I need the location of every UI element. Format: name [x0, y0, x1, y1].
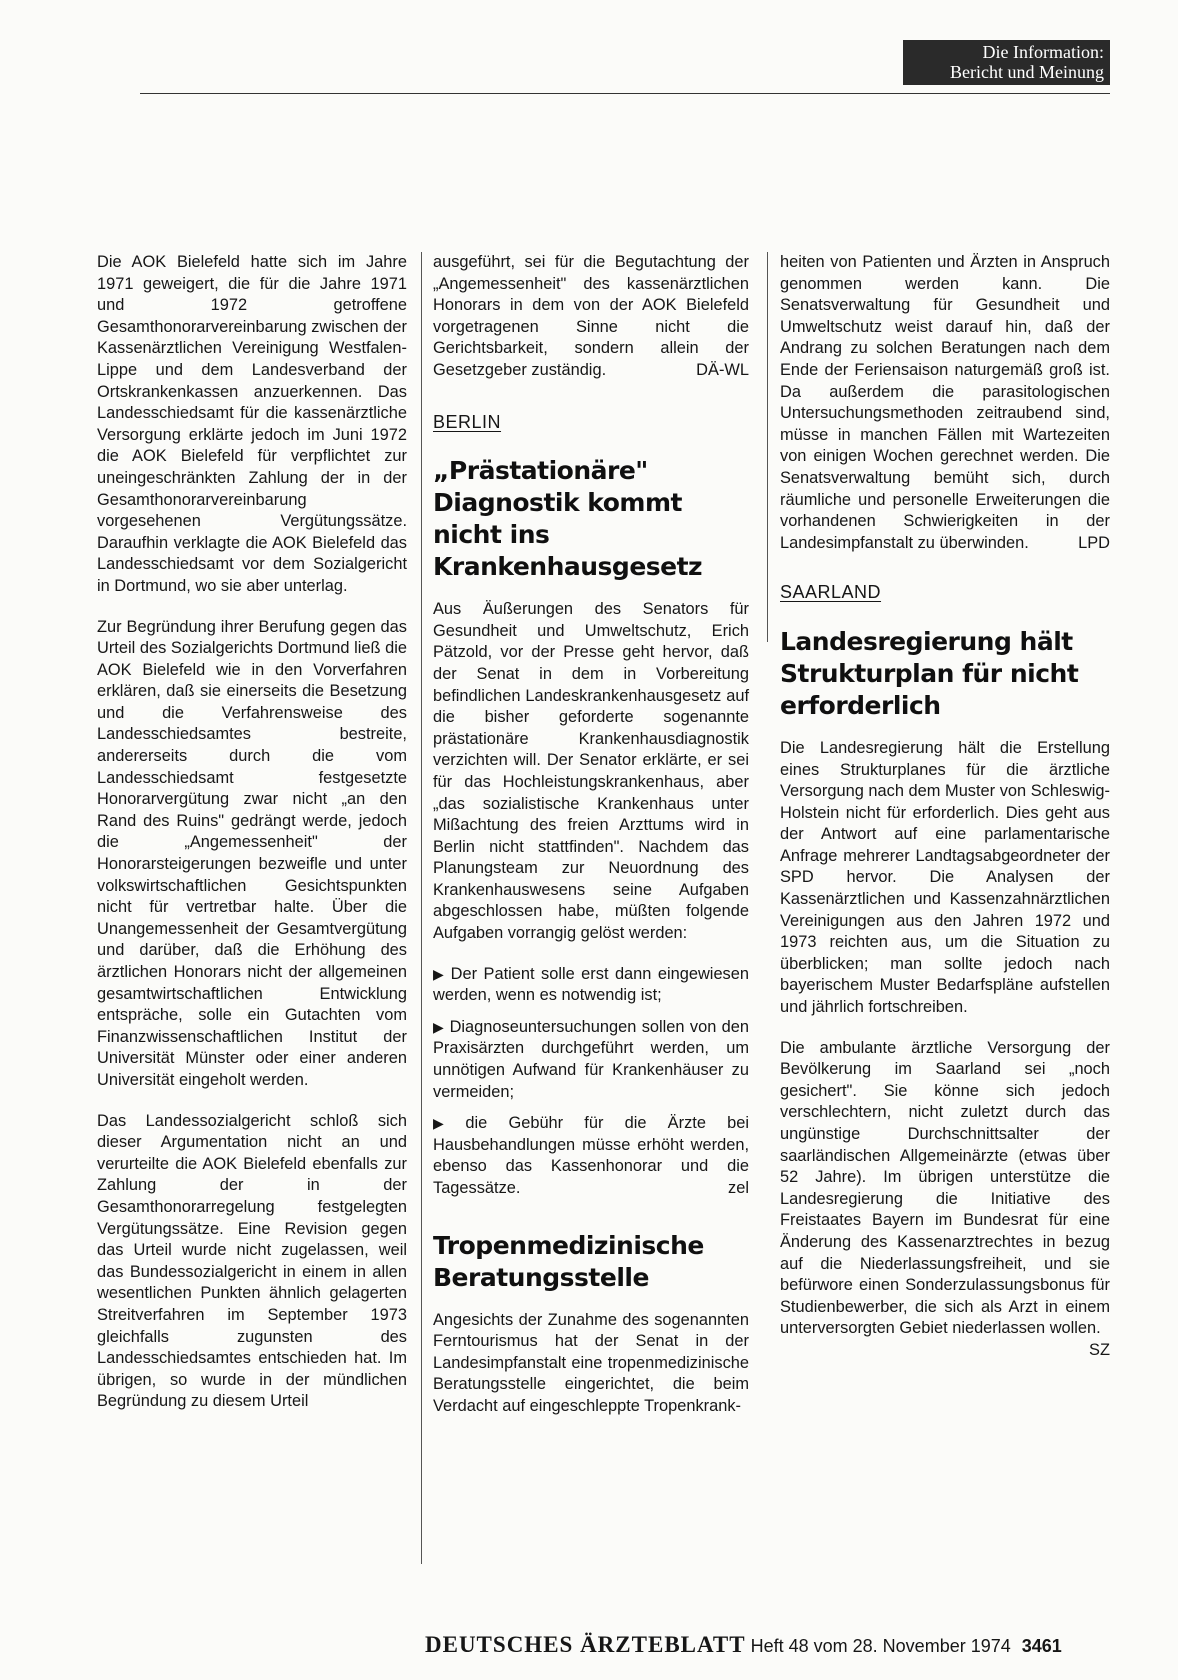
page-footer	[425, 1632, 1125, 1658]
issue-info: Heft 48 vom 28. November 1974	[750, 1636, 1011, 1656]
article-headline: Tropenmedizinische Beratungsstelle	[433, 1230, 704, 1292]
bullet-text: Der Patient solle erst dann eingewiesen werden, wenn es notwendig ist;	[433, 964, 749, 1005]
paragraph: Aus Äußerungen des Senators für Gesundheit und Umweltschutz, Erich Pätzold, vor der Presse geht hervor, daß der Senat in dem in Vorbereitung befindlichen Landeskrankenhausgesetz auf die bisher geforderte sogenannte prästationäre Krankenhausdiagnostik verzichten will. Der Senator erklärte, er sei für das Hochleistungskrankenhaus, aber „das sozialistische Krankenhaus unter Mißachtung des freien Arzttums wird in Berlin nicht stattfinden". Nachdem das Planungsteam zur Neuordnung des Krankenhauswesens seine Aufgaben abgeschlossen habe, müßten folgende Aufgaben vorrangig gelöst werden:	[433, 600, 749, 943]
triangle-bullet-icon: ▶	[433, 1115, 461, 1132]
bullet-text: die Gebühr für die Ärzte bei Hausbehandlungen müsse erhöht werden, ebenso das Kassenhonorar und die Tagessätze.	[433, 1114, 749, 1197]
author-signature: SZ	[1089, 1340, 1110, 1359]
bullet-item	[433, 1113, 749, 1199]
paragraph-text: Die ambulante ärztliche Versorgung der Bevölkerung im Saarland sei „noch gesichert". Sie könne sich jedoch verschlechtern, nicht zuletzt durch das ungünstige Durchschnittsalter der saarländischen Allgemeinärzte (etwas über 52 Jahre). Im übrigen unterstütze die Landesregierung die Initiative des Freistaates Bayern im Bundesrat für eine Änderung des Kassenarztrechtes in bezug auf die Niederlassungsfreiheit, und sie befürwore einen Sonderzulassungsbonus für Studienbewerber, die sich als Arzt in einem unterversorgten Gebiet niederlassen wollen.	[780, 1038, 1110, 1338]
triangle-bullet-icon: ▶	[433, 965, 446, 982]
column-2	[433, 252, 749, 1437]
author-signature: LPD	[1078, 533, 1110, 552]
paragraph: Zur Begründung ihrer Berufung gegen das Urteil des Sozialgerichts Dortmund ließ die AOK Bielefeld wie in den Vorverfahren erklären, daß sie einerseits die Besetzung und die Verfahrensweise des Landesschiedsamtes bestreite, andererseits durch die vom Landesschiedsamt festgesetzte Honorarvergütung zwar nicht „an den Rand des Ruins" gedrängt werde, jedoch die „Angemessenheit" der Honorarsteigerungen bezweifle und unter volkswirtschaftlichen Gesichtspunkten nicht für vertretbar halte. Über die Unangemessenheit der Gesamtvergütung und darüber, daß die Erhöhung des ärztlichen Honorars nicht der allgemeinen gesamtwirtschaftlichen Entwicklung entspräche, solle ein Gutachten vom Finanzwissenschaftlichen Institut der Universität Münster oder einer anderen Universität eingeholt werden.	[97, 617, 407, 1089]
paragraph	[433, 252, 749, 382]
column-divider	[767, 252, 768, 642]
section-tag-saarland: SAARLAND	[780, 582, 882, 603]
section-tag-berlin: BERLIN	[433, 411, 502, 432]
column-1	[97, 252, 407, 1432]
bullet-text: Diagnoseuntersuchungen sollen von den Praxisärzten durchgeführt werden, um unnötigen Aufwand für Krankenhäuser zu vermeiden;	[433, 1017, 749, 1101]
author-signature: zel	[728, 1179, 749, 1197]
column-divider	[421, 252, 422, 1564]
author-signature: DÄ-WL	[696, 360, 749, 379]
publication-name: DEUTSCHES ÄRZTEBLATT	[425, 1632, 746, 1657]
bullet-item	[433, 964, 749, 1007]
triangle-bullet-icon: ▶	[433, 1018, 445, 1035]
paragraph: Die AOK Bielefeld hatte sich im Jahre 1971 geweigert, die für die Jahre 1971 und 1972 getroffene Gesamthonorarvereinbarung zwischen der Kassenärztlichen Vereinigung Westfalen-Lippe und dem Landesverband der Ortskrankenkassen anzuerkennen. Das Landesschiedsamt für die kassenärztliche Versorgung erklärte jedoch im Juni 1972 die AOK Bielefeld für verpflichtet zur uneingeschränkten Zahlung der in der Gesamthonorarvereinbarung vorgesehenen Vergütungssätze. Daraufhin verklagte die AOK Bielefeld das Landesschiedsamt vor dem Sozialgericht in Dortmund, wo sie aber unterlag.	[97, 253, 407, 595]
page-number: 3461	[1021, 1636, 1062, 1656]
paragraph	[780, 1038, 1110, 1359]
paragraph-text: ausgeführt, sei für die Begutachtung der „Angemessenheit" des kassenärztlichen Honorars in dem von der AOK Bielefeld vorgetragenen Sinne nicht die Gerichtsbarkeit, sondern allein der Gesetzgeber zuständig.	[433, 253, 749, 379]
paragraph: Die Landesregierung hält die Erstellung eines Strukturplanes für die ärztliche Versorgung nach dem Muster von Schleswig-Holstein nicht für erforderlich. Dies geht aus der Antwort auf eine parlamentarische Anfrage mehrerer Landtagsabgeordneter der SPD hervor. Die Analysen der Kassenärztlichen und Kassenzahnärztlichen Vereinigungen aus den Jahren 1972 und 1973 reichten aus, um die Situation zu überblicken; man sollte jedoch nach bayerischem Muster Bedarfspläne aufstellen und jährlich fortschreiben.	[780, 738, 1110, 1017]
paragraph-text: heiten von Patienten und Ärzten in Anspruch genommen werden kann. Die Senatsverwaltung für Gesundheit und Umweltschutz weist darauf hin, daß der Andrang zu solchen Beratungen nach dem Ende der Feriensaison naturgemäß groß ist. Da außerdem die parasitologischen Untersuchungsmethoden zeitraubend sind, müsse in manchen Fällen mit Wartezeiten von einigen Wochen gerechnet werden. Die Senatsverwaltung bemüht sich, durch räumliche und personelle Erweiterungen die vorhandenen Schwierigkeiten in der Landesimpfanstalt zu überwinden.	[780, 253, 1110, 552]
section-header-line1: Die Information:	[982, 42, 1104, 62]
section-header	[903, 40, 1110, 85]
article-headline: „Prästationäre" Diagnostik kommt nicht ins Krankenhausgesetz	[433, 456, 703, 582]
paragraph	[780, 252, 1110, 554]
bullet-item	[433, 1017, 749, 1103]
paragraph: Das Landessozialgericht schloß sich dieser Argumentation nicht an und verurteilte die AOK Bielefeld ebenfalls zur Zahlung der in der Gesamthonorarregelung festgelegten Vergütungssätze. Eine Revision gegen das Urteil wurde nicht zugelassen, weil das Bundessozialgericht in einem in allen wesentlichen Punkten ähnlich gelagerten Streitverfahren im September 1973 gleichfalls zugunsten des Landesschiedsamtes entschieden hat. Im übrigen, so wurde in der mündlichen Begründung zu diesem Urteil	[97, 1111, 407, 1411]
column-3	[780, 252, 1110, 1362]
article-headline: Landesregierung hält Strukturplan für nicht erforderlich	[780, 626, 1079, 720]
header-rule	[140, 93, 1110, 94]
section-header-line2: Bericht und Meinung	[950, 62, 1104, 82]
paragraph: Angesichts der Zunahme des sogenannten Ferntourismus hat der Senat in der Landesimpfanstalt eine tropenmedizinische Beratungsstelle eingerichtet, die beim Verdacht auf eingeschleppte Tropenkrank-	[433, 1310, 749, 1415]
